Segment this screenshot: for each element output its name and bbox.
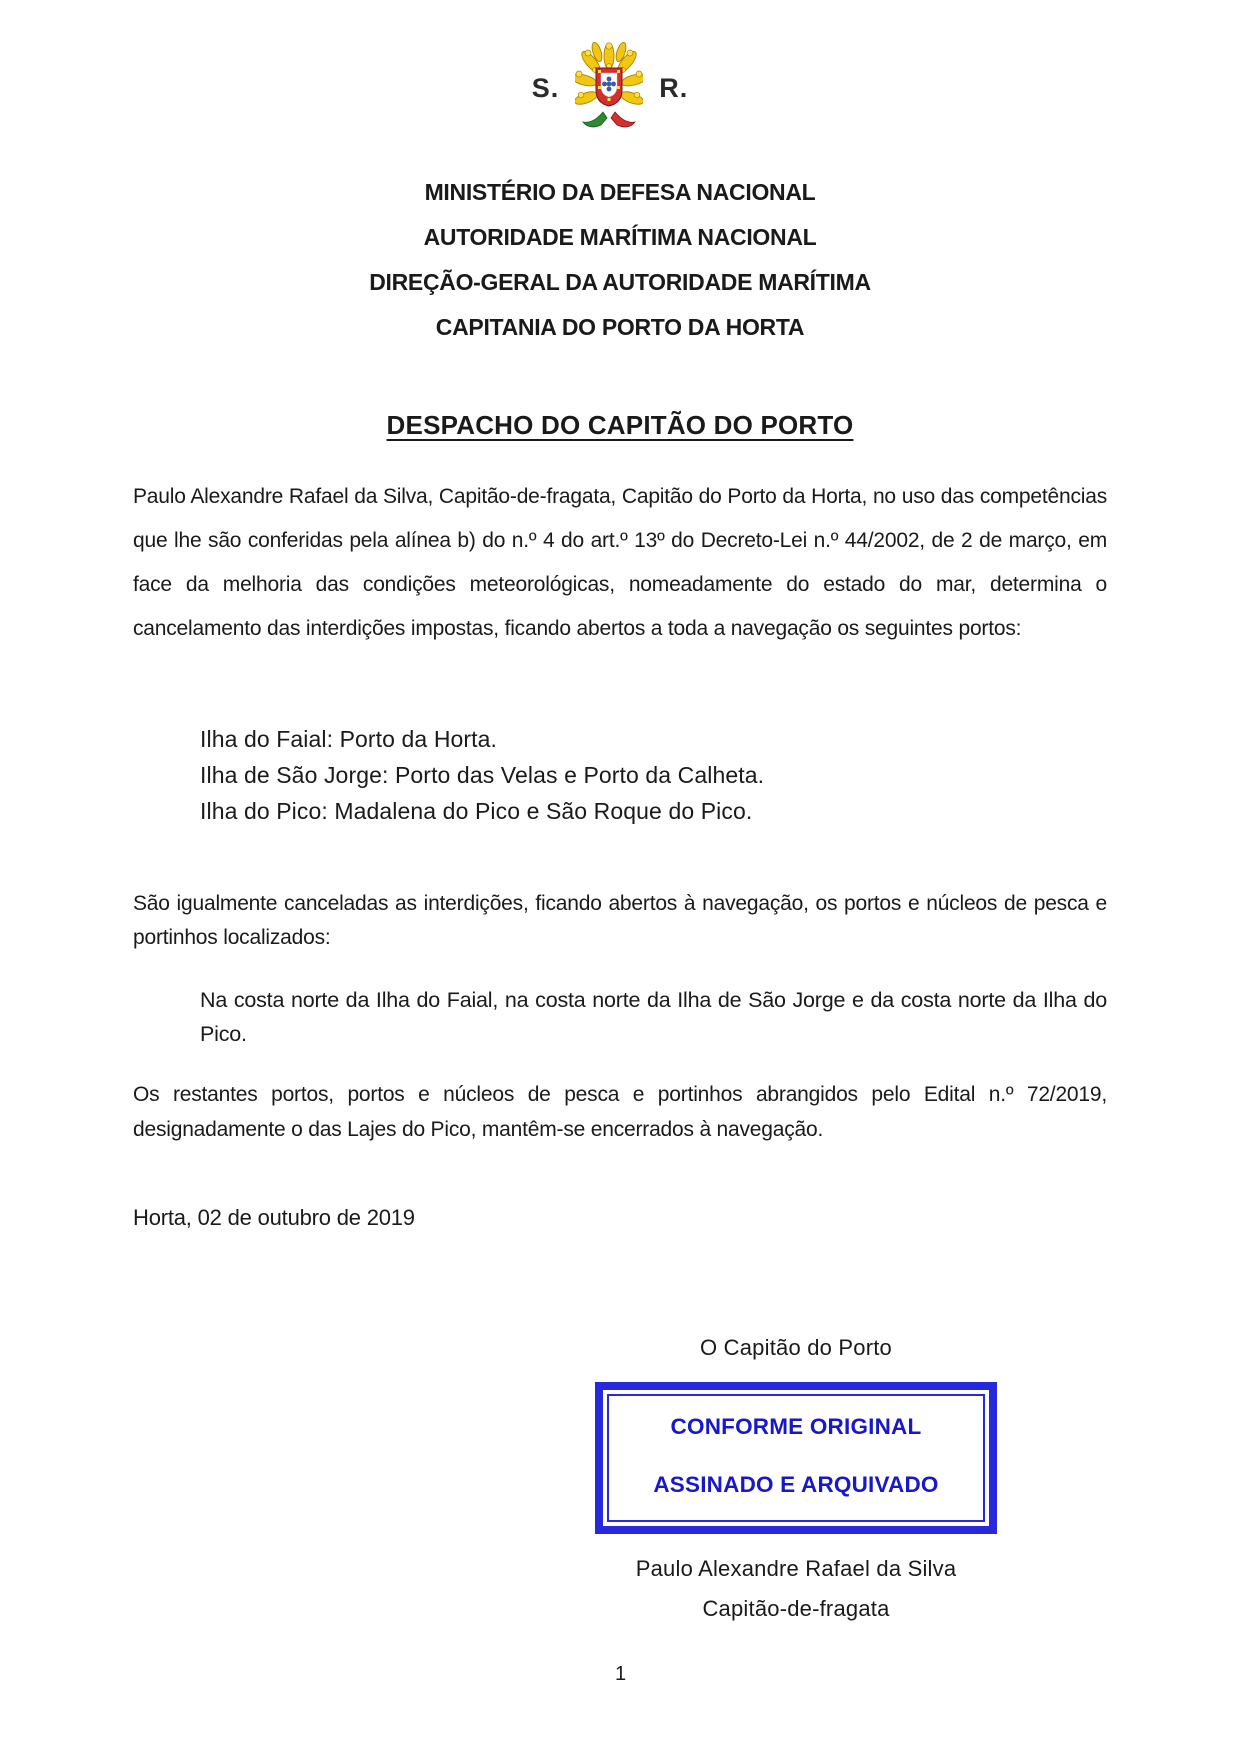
header-line-directorate: DIREÇÃO-GERAL DA AUTORIDADE MARÍTIMA (369, 269, 871, 295)
stamp-line-assinado: ASSINADO E ARQUIVADO (653, 1472, 939, 1497)
port-item-pico: Ilha do Pico: Madalena do Pico e São Roque do Pico. (200, 798, 753, 824)
document-title: DESPACHO DO CAPITÃO DO PORTO (386, 410, 854, 440)
port-item-sao-jorge: Ilha de São Jorge: Porto das Velas e Porto da Calheta. (200, 762, 765, 788)
conformity-stamp-inner (607, 1394, 985, 1522)
national-emblem-row (113, 42, 1107, 134)
organization-header (133, 170, 1107, 350)
signature-block (595, 1335, 997, 1622)
portuguese-coat-of-arms-icon (575, 40, 643, 137)
port-item-faial: Ilha do Faial: Porto da Horta. (200, 726, 498, 752)
header-line-captaincy: CAPITANIA DO PORTO DA HORTA (435, 314, 805, 340)
stamp-line-conforme: CONFORME ORIGINAL (670, 1414, 922, 1439)
signature-role: O Capitão do Porto (700, 1335, 892, 1360)
emblem-letter-s: S. (531, 72, 560, 103)
date-line: Horta, 02 de outubro de 2019 (133, 1205, 415, 1230)
open-ports-list (200, 721, 1107, 829)
conformity-stamp (595, 1382, 997, 1534)
paragraph-north-coasts: Na costa norte da Ilha do Faial, na costa norte da Ilha de São Jorge e da costa norte da Ilha do Pico. (200, 988, 1107, 1046)
paragraph-competencies: Paulo Alexandre Rafael da Silva, Capitão-de-fragata, Capitão do Porto da Horta, no uso das competências que lhe são conferidas pela alínea b) do n.º 4 do art.º 13º do Decreto-Lei n.º 44/2002, de 2 de março, em face da melhoria das condições meteorológicas, nomeadamente do estado do mar, determina o cancelamento das interdições impostas, ficando abertos a toda a navegação os seguintes portos: (133, 485, 1107, 640)
header-line-authority: AUTORIDADE MARÍTIMA NACIONAL (423, 224, 817, 250)
header-line-ministry: MINISTÉRIO DA DEFESA NACIONAL (424, 179, 816, 205)
page-number: 1 (614, 1663, 627, 1685)
signature-name: Paulo Alexandre Rafael da Silva (635, 1556, 957, 1581)
signature-rank: Capitão-de-fragata (702, 1596, 890, 1621)
paragraph-cancelled-interdictions: São igualmente canceladas as interdições, ficando abertos à navegação, os portos e núcleos de pesca e portinhos localizados: (133, 892, 1107, 949)
paragraph-remaining-ports: Os restantes portos, portos e núcleos de pesca e portinhos abrangidos pelo Edital n.º 72/2019, designadamente o das Lajes do Pico, mantêm-se encerrados à navegação. (133, 1083, 1107, 1141)
emblem-letter-r: R. (659, 72, 689, 103)
